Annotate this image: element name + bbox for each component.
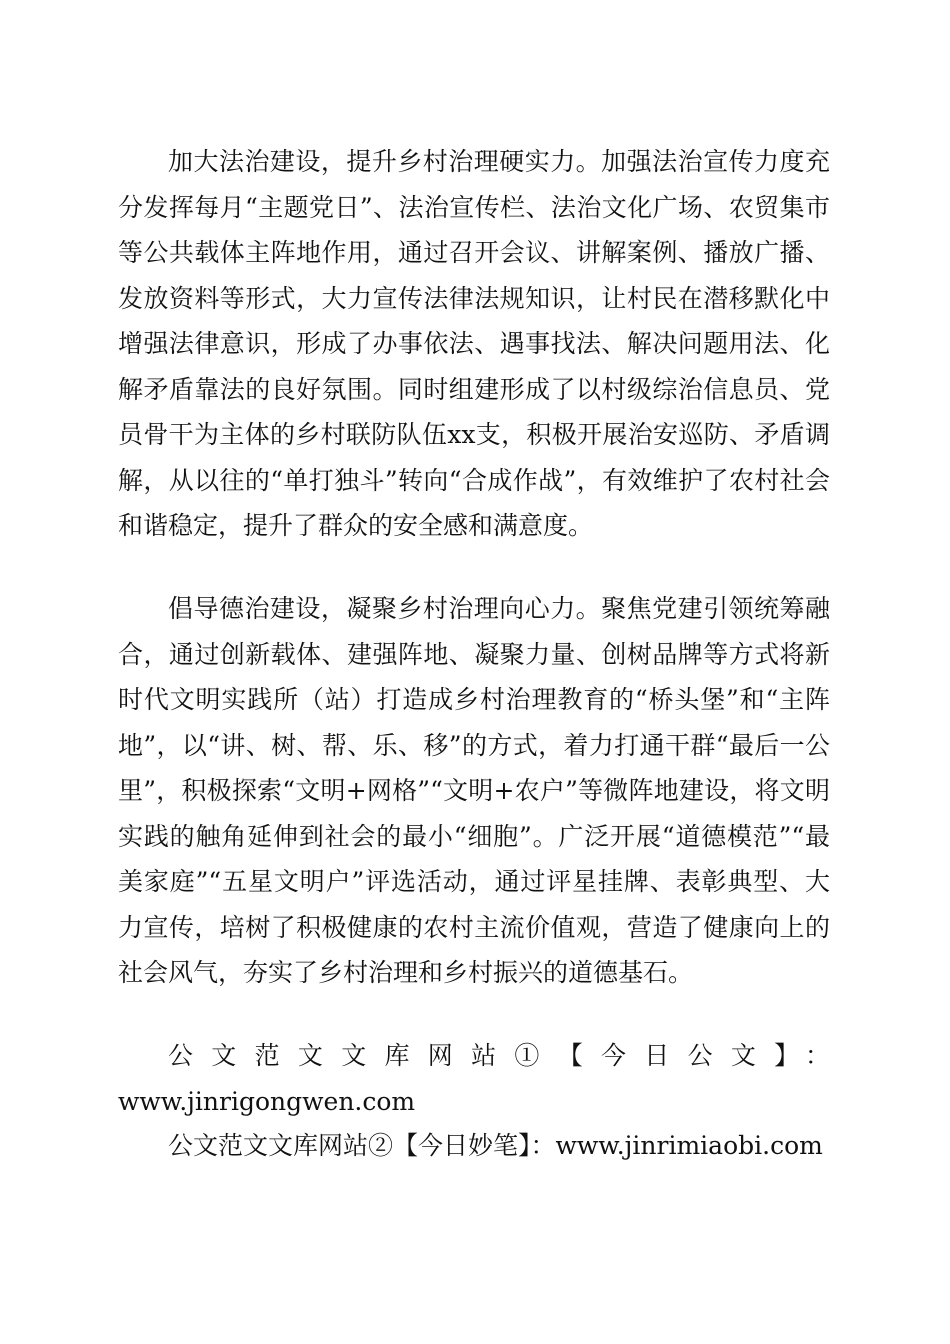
paragraph-rule-of-virtue [118,586,830,996]
paragraph-text: 加大法治建设，提升乡村治理硬实力。加强法治宣传力度充分发挥每月“主题党日”、法治宣传栏、法治文化广场、农贸集市等公共载体主阵地作用，通过召开会议、讲解案例、播放广播、发放资料等形式，大力宣传法律法规知识，让村民在潜移默化中增强法律意识，形成了办事依法、遇事找法、解决问题用法、化解矛盾靠法的良好氛围。同时组建形成了以村级综治信息员、党员骨干为主体的乡村联防队伍xx支，积极开展治安巡防、矛盾调解，从以往的“单打独斗”转向“合成作战”，有效维护了农村社会和谐稳定，提升了群众的安全感和满意度。 [118,147,830,540]
reference-label: 公文范文文库网站①【今日公文】： [168,1041,830,1070]
reference-website-2 [118,1123,830,1169]
reference-url-link[interactable]: www.jinrigongwen.com [118,1086,416,1116]
paragraph-text: 倡导德治建设，凝聚乡村治理向心力。聚焦党建引领统筹融合，通过创新载体、建强阵地、凝聚力量、创树品牌等方式将新时代文明实践所（站）打造成乡村治理教育的“桥头堡”和“主阵地”，以“讲、树、帮、乐、移”的方式，着力打通干群“最后一公里”，积极探索“文明+网格”“文明+农户”等微阵地建设，将文明实践的触角延伸到社会的最小“细胞”。广泛开展“道德模范”“最美家庭”“五星文明户”评选活动，通过评星挂牌、表彰典型、大力宣传，培树了积极健康的农村主流价值观，营造了健康向上的社会风气，夯实了乡村治理和乡村振兴的道德基石。 [118,594,830,987]
paragraph-rule-of-law [118,139,830,549]
reference-line[interactable]: 公文范文文库网站②【今日妙笔】：www.jinrimiaobi.com [168,1131,823,1160]
reference-website-1 [118,1033,830,1124]
